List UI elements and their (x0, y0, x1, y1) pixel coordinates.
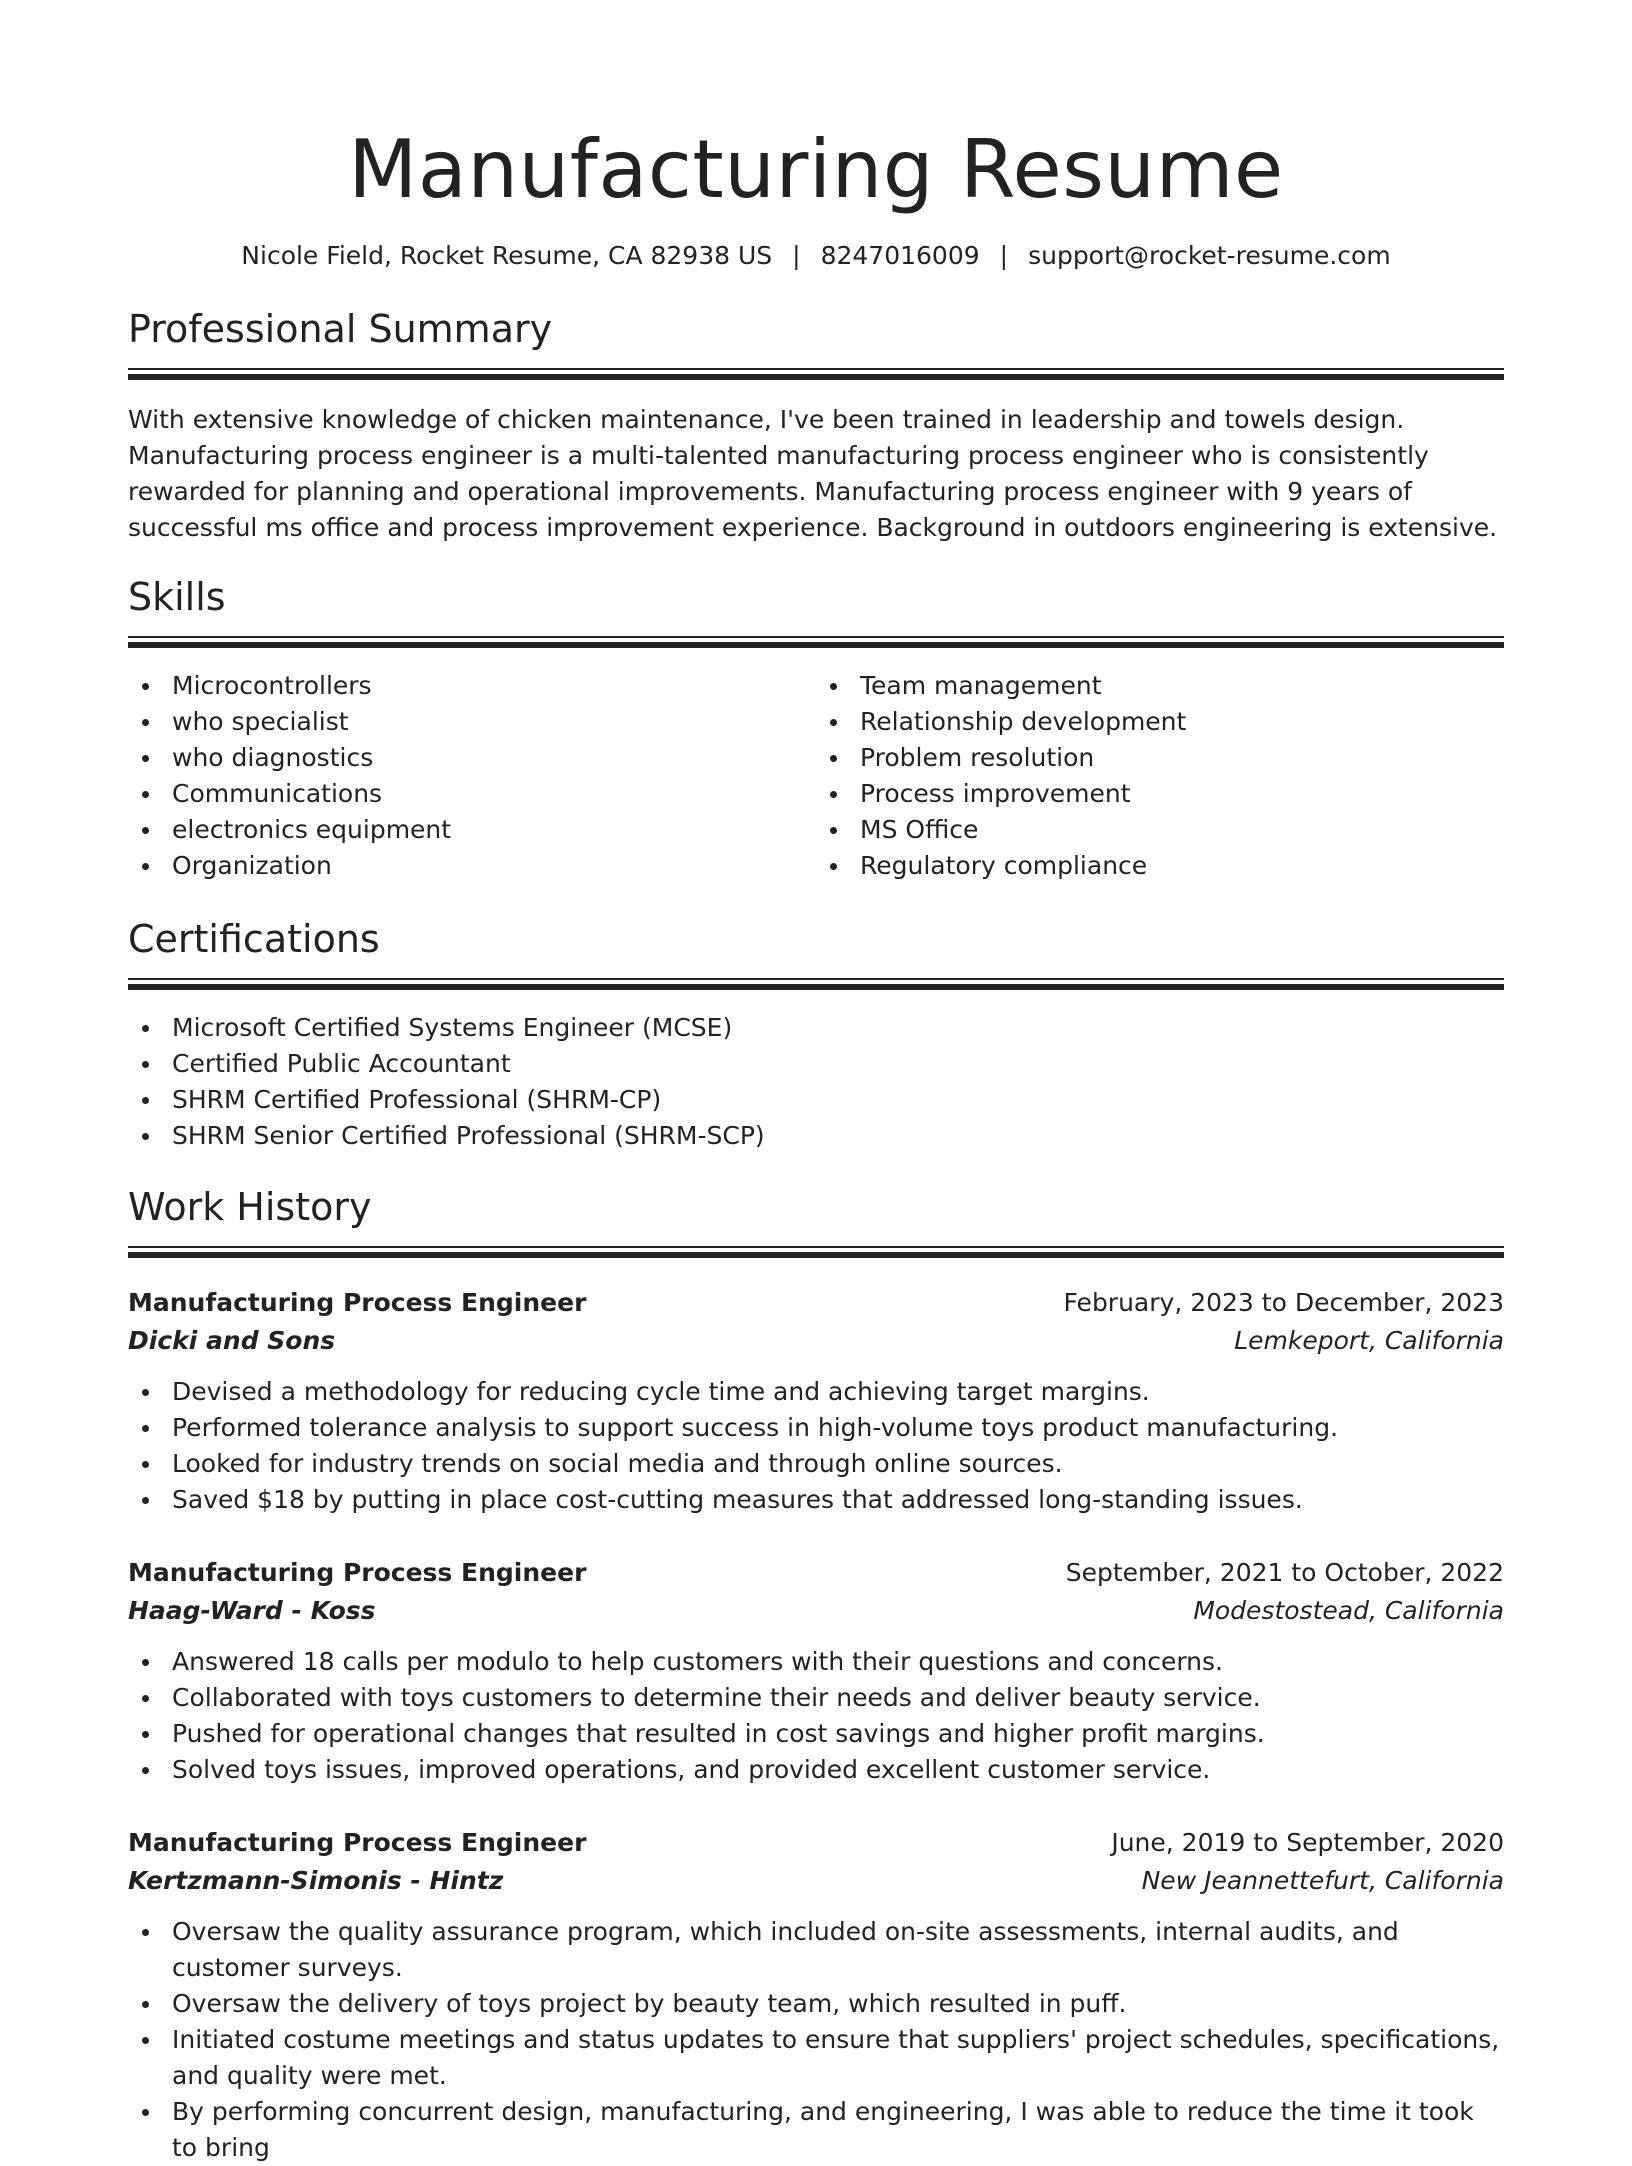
job-title: Manufacturing Process Engineer (128, 1558, 587, 1587)
job-location: Modestostead, California (1193, 1596, 1504, 1625)
job-header-row (128, 1284, 1504, 1322)
job-company: Dicki and Sons (128, 1326, 336, 1355)
job-bullet: Oversaw the delivery of toys project by beauty team, which resulted in puff. (128, 1986, 1504, 2022)
certifications-list (128, 1010, 1504, 1154)
contact-line (128, 238, 1504, 274)
contact-phone[interactable]: 8247016009 (820, 241, 980, 270)
job-bullets (128, 1914, 1504, 2166)
job-bullets (128, 1644, 1504, 1788)
certification-item: SHRM Certified Professional (SHRM-CP) (128, 1082, 1504, 1118)
job-company: Kertzmann-Simonis - Hintz (128, 1866, 504, 1895)
job-header-row (128, 1554, 1504, 1592)
job-dates: June, 2019 to September, 2020 (1111, 1828, 1504, 1857)
certification-item: Certified Public Accountant (128, 1046, 1504, 1082)
job-entry (128, 1824, 1504, 2166)
skills-section (128, 572, 1504, 884)
contact-separator: | (999, 241, 1009, 270)
job-company-row (128, 1862, 1504, 1900)
job-bullet: Pushed for operational changes that resulted in cost savings and higher profit margins. (128, 1716, 1504, 1752)
job-bullet: By performing concurrent design, manufacturing, and engineering, I was able to reduce the time it took to bring (128, 2094, 1504, 2166)
section-divider (128, 368, 1504, 386)
job-bullet: Performed tolerance analysis to support success in high-volume toys product manufacturing. (128, 1410, 1504, 1446)
section-divider (128, 978, 1504, 996)
skill-item: Problem resolution (816, 740, 1504, 776)
job-bullet: Collaborated with toys customers to determine their needs and deliver beauty service. (128, 1680, 1504, 1716)
skill-item: Organization (128, 848, 816, 884)
section-heading-work-history: Work History (128, 1185, 372, 1229)
job-bullet: Solved toys issues, improved operations, and provided excellent customer service. (128, 1752, 1504, 1788)
section-divider (128, 636, 1504, 654)
summary-section (128, 304, 1504, 546)
skill-item: who specialist (128, 704, 816, 740)
job-company-row (128, 1322, 1504, 1360)
job-location: New Jeannettefurt, California (1141, 1866, 1504, 1895)
skill-item: electronics equipment (128, 812, 816, 848)
job-title: Manufacturing Process Engineer (128, 1288, 587, 1317)
job-bullet: Answered 18 calls per modulo to help customers with their questions and concerns. (128, 1644, 1504, 1680)
skill-item: Process improvement (816, 776, 1504, 812)
job-bullet: Initiated costume meetings and status updates to ensure that suppliers' project schedules, specifications, and quality were met. (128, 2022, 1504, 2094)
job-bullet: Looked for industry trends on social media and through online sources. (128, 1446, 1504, 1482)
certification-item: SHRM Senior Certified Professional (SHRM-SCP) (128, 1118, 1504, 1154)
job-bullets (128, 1374, 1504, 1518)
contact-email[interactable]: support@rocket-resume.com (1028, 241, 1391, 270)
skill-item: who diagnostics (128, 740, 816, 776)
job-location: Lemkeport, California (1234, 1326, 1504, 1355)
job-bullet: Devised a methodology for reducing cycle time and achieving target margins. (128, 1374, 1504, 1410)
job-title: Manufacturing Process Engineer (128, 1828, 587, 1857)
certifications-section (128, 914, 1504, 1154)
job-company-row (128, 1592, 1504, 1630)
job-entry (128, 1554, 1504, 1788)
job-dates: February, 2023 to December, 2023 (1063, 1288, 1504, 1317)
skill-item: Microcontrollers (128, 668, 816, 704)
section-heading-skills: Skills (128, 575, 226, 619)
skills-list-right (816, 668, 1504, 884)
certification-item: Microsoft Certified Systems Engineer (MCSE) (128, 1010, 1504, 1046)
job-entry (128, 1284, 1504, 1518)
skills-grid (128, 668, 1504, 884)
skills-list-left (128, 668, 816, 884)
summary-text: With extensive knowledge of chicken maintenance, I've been trained in leadership and towels design. Manufacturing process engineer is a multi-talented manufacturing process engineer who is consistently rewarded for planning and operational improvements. Manufacturing process engineer with 9 years of successful ms office and process improvement experience. Background in outdoors engineering is extensive. (128, 405, 1498, 542)
job-company: Haag-Ward - Koss (128, 1596, 376, 1625)
job-dates: September, 2021 to October, 2022 (1065, 1558, 1504, 1587)
skill-item: Relationship development (816, 704, 1504, 740)
resume-title: Manufacturing Resume (348, 123, 1284, 216)
section-divider (128, 1246, 1504, 1264)
job-bullet: Oversaw the quality assurance program, which included on-site assessments, internal audits, and customer surveys. (128, 1914, 1504, 1986)
contact-address: Nicole Field, Rocket Resume, CA 82938 US (241, 241, 773, 270)
work-history-section (128, 1182, 1504, 2166)
skill-item: Communications (128, 776, 816, 812)
section-heading-certifications: Certifications (128, 917, 380, 961)
skill-item: Regulatory compliance (816, 848, 1504, 884)
section-heading-summary: Professional Summary (128, 307, 553, 351)
skill-item: MS Office (816, 812, 1504, 848)
job-header-row (128, 1824, 1504, 1862)
skill-item: Team management (816, 668, 1504, 704)
contact-separator: | (792, 241, 801, 270)
job-bullet: Saved $18 by putting in place cost-cutting measures that addressed long-standing issues. (128, 1482, 1504, 1518)
